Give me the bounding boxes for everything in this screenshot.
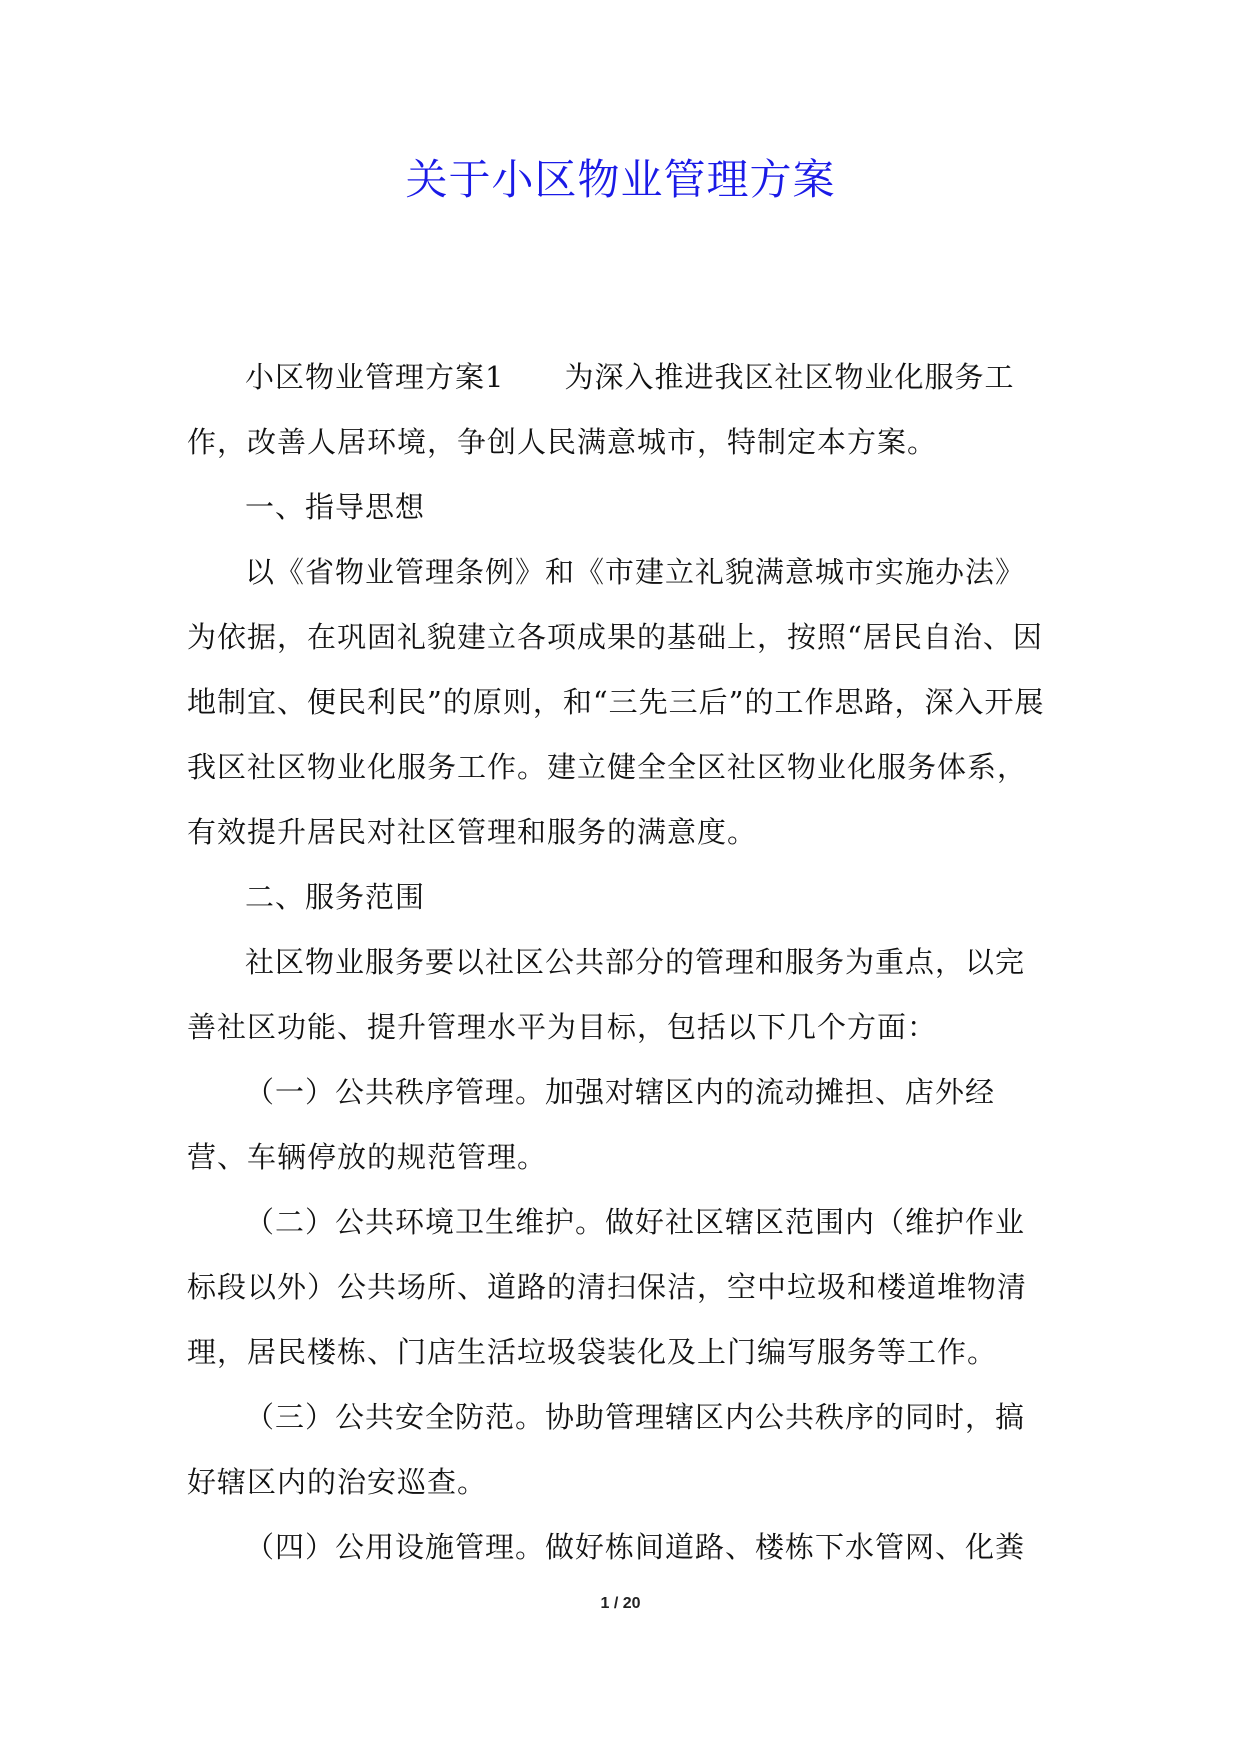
paragraph-public-order: （一）公共秩序管理。加强对辖区内的流动摊担、店外经营、车辆停放的规范管理。	[187, 1075, 996, 1174]
heading-guiding-ideology: 一、指导思想	[245, 490, 426, 524]
paragraph-public-hygiene: （二）公共环境卫生维护。做好社区辖区范围内（维护作业标段以外）公共场所、道路的清扫保洁，空中垃圾和楼道堆物清理，居民楼栋、门店生活垃圾袋装化及上门编写服务等工作。	[187, 1205, 1028, 1369]
document-title: 关于小区物业管理方案	[405, 155, 836, 204]
paragraph-public-safety: （三）公共安全防范。协助管理辖区内公共秩序的同时，搞好辖区内的治安巡查。	[187, 1400, 1026, 1499]
paragraph-service-scope: 社区物业服务要以社区公共部分的管理和服务为重点，以完善社区功能、提升管理水平为目标，包括以下几个方面：	[187, 945, 1026, 1044]
paragraph-intro: 小区物业管理方案1 为深入推进我区社区物业化服务工作，改善人居环境，争创人民满意城市，特制定本方案。	[187, 360, 1015, 459]
heading-service-scope: 二、服务范围	[245, 880, 426, 914]
paragraph-guiding-ideology: 以《省物业管理条例》和《市建立礼貌满意城市实施办法》为依据，在巩固礼貌建立各项成果的基础上，按照“居民自治、因地制宜、便民利民”的原则，和“三先三后”的工作思路，深入开展我区社区物业化服务工作。建立健全全区社区物业化服务体系，有效提升居民对社区管理和服务的满意度。	[187, 555, 1045, 849]
paragraph-public-facilities: （四）公用设施管理。做好栋间道路、楼栋下水管网、化粪	[245, 1530, 1026, 1564]
page-indicator: 1 / 20	[600, 1595, 641, 1612]
document-body	[187, 345, 1049, 1580]
